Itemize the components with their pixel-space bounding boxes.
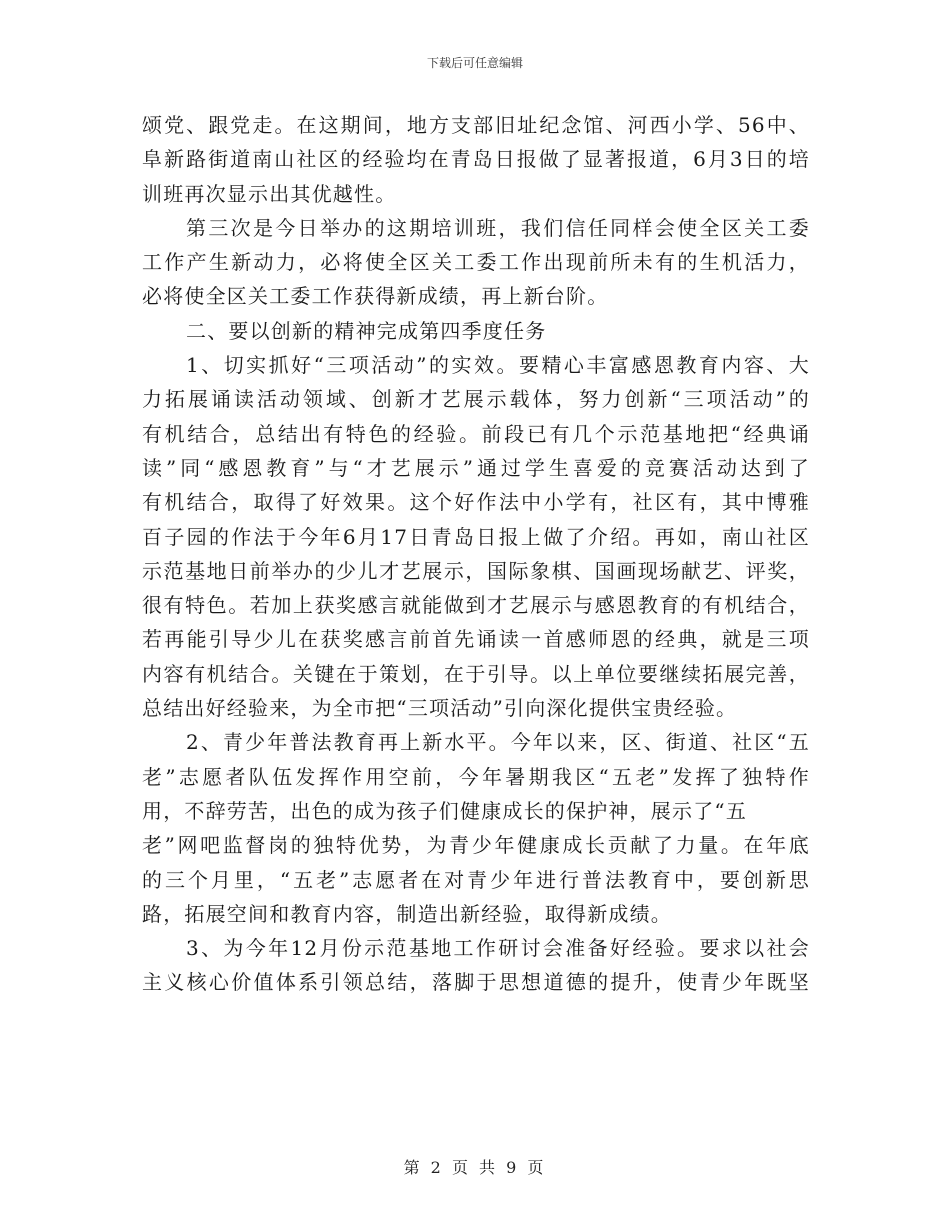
text-line: 读”同“感恩教育”与“才艺展示”通过学生喜爱的竞赛活动达到了	[142, 455, 810, 480]
text-line: 1、切实抓好“三项活动”的实效。要精心丰富感恩教育内容、大	[186, 353, 810, 378]
document-body	[142, 108, 810, 1000]
text-line: 老”网吧监督岗的独特优势，为青少年健康成长贡献了力量。在年底	[142, 833, 810, 858]
text-line: 工作产生新动力，必将使全区关工委工作出现前所未有的生机活力，	[142, 250, 810, 275]
text-line: 示范基地日前举办的少儿才艺展示，国际象棋、国画现场献艺、评奖，	[142, 558, 810, 583]
text-line: 路，拓展空间和教育内容，制造出新经验，取得新成绩。	[142, 901, 672, 926]
text-line: 很有特色。若加上获奖感言就能做到才艺展示与感恩教育的有机结合，	[142, 593, 810, 618]
page-number-footer: 第 2 页 共 9 页	[403, 1158, 547, 1177]
text-line: 用，不辞劳苦，出色的成为孩子们健康成长的保护神，展示了“五	[142, 798, 748, 823]
text-line: 2、青少年普法教育再上新水平。今年以来，区、街道、社区“五	[186, 730, 810, 755]
text-line: 阜新路街道南山社区的经验均在青岛日报做了显著报道，6月3日的培	[142, 147, 810, 172]
text-line: 有机结合，取得了好效果。这个好作法中小学有，社区有，其中博雅	[142, 490, 810, 515]
page-header: 下载后可任意编辑	[426, 56, 523, 70]
text-line: 老”志愿者队伍发挥作用空前，今年暑期我区“五老”发挥了独特作	[142, 764, 810, 789]
text-line: 颂党、跟党走。在这期间，地方支部旧址纪念馆、河西小学、56中、	[142, 113, 810, 137]
text-line: 第三次是今日举办的这期培训班，我们信任同样会使全区关工委	[186, 215, 810, 240]
text-line: 二、要以创新的精神完成第四季度任务	[186, 318, 547, 343]
text-line: 百子园的作法于今年6月17日青岛日报上做了介绍。再如，南山社区	[142, 524, 810, 549]
text-line: 总结出好经验来，为全市把“三项活动”引向深化提供宝贵经验。	[142, 696, 738, 721]
text-line: 训班再次显示出其优越性。	[142, 181, 397, 206]
text-line: 3、为今年12月份示范基地工作研讨会准备好经验。要求以社会	[186, 936, 810, 961]
text-line: 力拓展诵读活动领域、创新才艺展示载体，努力创新“三项活动”的	[142, 387, 810, 412]
text-line: 必将使全区关工委工作获得新成绩，再上新台阶。	[142, 284, 609, 309]
text-line: 内容有机结合。关键在于策划，在于引导。以上单位要继续拓展完善，	[142, 661, 810, 686]
text-line: 主义核心价值体系引领总结，落脚于思想道德的提升，使青少年既坚	[142, 970, 810, 995]
text-line: 若再能引导少儿在获奖感言前首先诵读一首感师恩的经典，就是三项	[142, 627, 810, 652]
text-line: 有机结合，总结出有特色的经验。前段已有几个示范基地把“经典诵	[142, 421, 810, 446]
text-line: 的三个月里，“五老”志愿者在对青少年进行普法教育中，要创新思	[142, 867, 810, 892]
